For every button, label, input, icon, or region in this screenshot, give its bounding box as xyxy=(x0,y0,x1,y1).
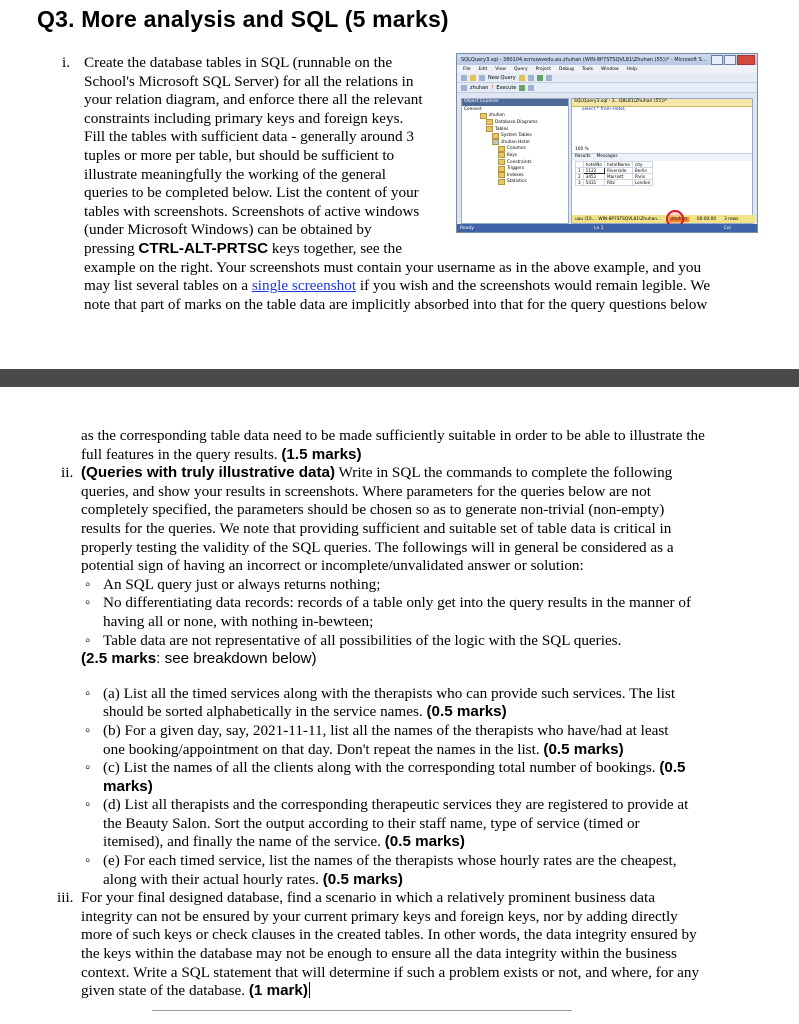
text-line: An SQL query just or always returns nothing; xyxy=(103,575,381,593)
toolbar-icon xyxy=(528,85,534,91)
tree-label: Constraints xyxy=(507,159,532,165)
tree-node xyxy=(462,139,568,146)
text-fragment: along with their actual hourly rates. xyxy=(103,870,323,888)
text-line: (a) List all the timed services along with the therapists who can provide such services. The list xyxy=(103,684,676,702)
cell: Ritz xyxy=(604,180,632,186)
bullet-icon: ◦ xyxy=(85,684,91,702)
row-number: 2 xyxy=(576,174,584,180)
close-icon xyxy=(737,55,755,65)
single-screenshot-link[interactable]: single screenshot xyxy=(251,277,357,295)
list-item xyxy=(81,594,771,631)
list-item xyxy=(81,632,771,651)
example-screenshot xyxy=(456,53,758,233)
results-header-row xyxy=(576,162,653,168)
toolbar-icon xyxy=(461,85,467,91)
query-window xyxy=(571,98,753,224)
tree-label: Triggers xyxy=(507,166,525,172)
menu-item: Help xyxy=(626,66,637,72)
menu-item: File xyxy=(463,66,471,72)
tree-label: Indexes xyxy=(507,172,524,178)
text-line: Fill the tables with sufficient data - generally around 3 xyxy=(84,128,414,146)
query-item-c xyxy=(81,759,771,796)
toolbar-icon xyxy=(519,75,525,81)
ssms-toolbar-2 xyxy=(457,83,757,93)
marks-label: (0.5 xyxy=(659,759,686,777)
text-line: queries, and show your results in screenshots. Where parameters for the queries below are not xyxy=(81,482,651,500)
text-fragment: given state of the database. xyxy=(81,982,249,1000)
bullet-icon: ◦ xyxy=(85,575,91,593)
cell: 3451 xyxy=(583,174,604,180)
text-fragment: : see breakdown below) xyxy=(156,650,317,668)
text-line: more of such keys or check clauses in the created tables. In other words, the data integrity ensured by xyxy=(81,926,697,944)
text-fragment: if you wish and the screenshots would remain legible. We xyxy=(356,277,711,295)
bullet-icon: ◦ xyxy=(85,759,91,777)
maximize-icon xyxy=(724,55,736,65)
folder-icon xyxy=(498,146,505,152)
text-line: having all or none, with nothing in-bewteen; xyxy=(103,612,374,630)
connect-label: Connect xyxy=(464,106,482,112)
debug-icon xyxy=(519,85,525,91)
tree-node xyxy=(462,119,568,126)
marks-label: (0.5 marks) xyxy=(543,740,624,758)
results-tab: Results xyxy=(575,154,591,159)
db-selector: zhuhan xyxy=(470,84,489,91)
text-line-marks xyxy=(81,650,771,669)
text-line: completely specified, the parameters should be chosen so as to generate non-trivial (non-empty) xyxy=(81,501,665,519)
results-row xyxy=(576,180,653,186)
tree-node xyxy=(462,165,568,172)
document-page-bottom xyxy=(0,387,799,1024)
text-line-marks xyxy=(103,759,771,778)
cell: 1122 xyxy=(583,168,604,174)
object-explorer-panel xyxy=(461,98,569,224)
status-line: Ln 1 xyxy=(593,225,604,231)
text-line: results for the queries. We note that providing sufficient and suitable set of table data is critical in xyxy=(81,519,672,537)
ssms-status-bar xyxy=(457,224,758,232)
save-icon xyxy=(479,75,485,81)
text-line-marks xyxy=(103,703,771,722)
menu-item: Tools xyxy=(581,66,593,72)
text-line-marks xyxy=(103,833,771,852)
text-line: (e) For each timed service, list the names of the therapists whose hourly rates are the cheapest, xyxy=(103,852,677,870)
text-line: example on the right. Your screenshots must contain your username as in the above example, and you xyxy=(84,258,702,276)
tree-node xyxy=(462,126,568,133)
column-header: city xyxy=(632,162,652,168)
text-fragment: (c) List the names of all the clients along with the corresponding total number of bookings. xyxy=(103,759,660,777)
text-fragment: should be sorted alphabetically in the service names. xyxy=(103,703,427,721)
bullet-icon: ◦ xyxy=(85,594,91,612)
menu-item: Window xyxy=(600,66,619,72)
tree-label: System Tables xyxy=(501,133,532,139)
text-line: (b) For a given day, say, 2021-11-11, list all the names of the therapists who have/had at least xyxy=(103,721,669,739)
ssms-toolbar-1 xyxy=(457,73,757,83)
text-fragment: itemised), and finally the name of the service. xyxy=(103,833,385,851)
part-ii-title: (Queries with truly illustrative data) xyxy=(81,464,336,482)
results-row xyxy=(576,174,653,180)
text-line: integrity can not be ensured by your current primary keys and foreign keys, nor by adding directly xyxy=(81,907,678,925)
text-fragment: Write in SQL the commands to complete the following xyxy=(335,464,673,482)
text-line: constraints including primary keys and foreign keys. xyxy=(84,109,404,127)
folder-icon xyxy=(492,133,499,139)
text-line: as the corresponding table data need to be made sufficiently suitable in order to be able to illustrate the xyxy=(81,427,705,444)
column-header: hotelName xyxy=(604,162,632,168)
text-line: For your final designed database, find a scenario in which a relatively prominent business data xyxy=(81,889,656,907)
tree-label: Database Diagrams xyxy=(495,119,538,125)
bullet-icon: ◦ xyxy=(85,631,91,649)
tree-label: zhuhan.Hotel xyxy=(501,139,530,145)
tree-node xyxy=(462,152,568,159)
folder-icon xyxy=(498,152,505,158)
menu-item: Debug xyxy=(559,66,574,72)
new-query-label: New Query xyxy=(488,74,516,81)
text-line: the Beauty Salon. Sort the output according to their staff name, type of service (timed or xyxy=(103,814,640,832)
server-info: uau (10.... WIN-8P7STSQVL81\Zhuhan... xyxy=(575,216,662,222)
text-fragment: pressing xyxy=(84,239,139,257)
query-tab: SQLQuery3.sql - 3...Q8L81\Zhuhan (55))* xyxy=(572,99,752,107)
tree-node xyxy=(462,159,568,166)
marks-label: (0.5 marks) xyxy=(426,703,507,721)
text-line: the keys within the database may not be enough to ensure all the data integrity within the business xyxy=(81,945,677,963)
document-page-top xyxy=(0,0,799,369)
folder-icon xyxy=(498,179,505,185)
text-line: your relation diagram, and enforce there all the relevant xyxy=(84,91,423,109)
marks-label: (0.5 marks) xyxy=(384,833,465,851)
database-icon xyxy=(480,113,487,119)
query-item-a xyxy=(81,685,771,722)
marks-label: marks) xyxy=(103,777,153,795)
results-row xyxy=(576,168,653,174)
folder-icon xyxy=(498,172,505,178)
text-line xyxy=(81,464,771,483)
results-tabs xyxy=(572,153,752,161)
column-header: hotelNo xyxy=(583,162,604,168)
messages-tab: Messages xyxy=(596,154,618,159)
text-fragment: one booking/appointment on that day. Don't repeat the names in the list. xyxy=(103,740,544,758)
cell: Paris xyxy=(632,174,652,180)
text-line-marks xyxy=(103,871,771,890)
text-line: School's Microsoft SQL Server) for all the relations in xyxy=(84,72,414,90)
status-col: Col xyxy=(723,225,731,231)
row-count: 3 rows xyxy=(724,216,739,222)
toolbar-icon xyxy=(537,75,543,81)
query-item-d xyxy=(81,796,771,852)
text-line: properly testing the validity of the SQL queries. The followings will in general be considered as a xyxy=(81,538,674,556)
cell: Berlin xyxy=(632,168,652,174)
zoom-level: 100 % xyxy=(575,147,589,152)
cell: London xyxy=(632,180,652,186)
table-icon xyxy=(492,139,499,145)
part-iii xyxy=(57,889,771,1001)
keys-combo: CTRL-ALT-PRTSC xyxy=(138,239,269,257)
tree-node xyxy=(462,179,568,186)
object-explorer-header: Object Explorer xyxy=(462,99,568,106)
minimize-icon xyxy=(711,55,723,65)
cell: 5431 xyxy=(583,180,604,186)
text-line: No differentiating data records: records of a table only get into the query results in the manner of xyxy=(103,594,692,612)
part-i-numeral: i. xyxy=(62,54,71,71)
tree-node xyxy=(462,146,568,153)
text-line-link xyxy=(62,277,711,296)
part-iii-numeral: iii. xyxy=(57,889,74,907)
text-line: tables with screenshots. Screenshots of active windows xyxy=(84,202,420,220)
tree-label: Statistics xyxy=(507,179,527,185)
open-icon xyxy=(470,75,476,81)
connect-row xyxy=(462,106,568,113)
marks-label: (1.5 marks) xyxy=(281,445,362,463)
folder-icon xyxy=(486,119,493,125)
tree-label: Keys xyxy=(507,152,518,158)
text-line: queries to be completed below. List the content of your xyxy=(84,184,419,202)
text-fragment: full features in the query results. xyxy=(81,445,282,463)
toolbar-icon xyxy=(528,75,534,81)
text-fragment: keys together, see the xyxy=(268,239,402,257)
text-line: Table data are not representative of all possibilities of the logic with the SQL queries. xyxy=(103,631,622,649)
tree-label: zhuhan xyxy=(489,113,505,119)
page-break xyxy=(0,369,799,387)
status-ready: Ready xyxy=(460,225,474,231)
toolbar-icon xyxy=(546,75,552,81)
text-fragment: may list several tables on a xyxy=(84,277,252,295)
text-line-marks xyxy=(103,741,771,760)
folder-icon xyxy=(498,166,505,172)
text-line: context. Write a SQL statement that will determine if such a problem exists or not, and where, for any xyxy=(81,963,700,981)
text-line: note that part of marks on the table data are implicitly absorbed into that for the query questions below xyxy=(84,295,708,313)
ssms-titlebar xyxy=(457,54,757,65)
text-line: tuples or more per table, but should be sufficient to xyxy=(84,146,395,164)
cell: Riverside xyxy=(604,168,632,174)
username-badge: zhuhan xyxy=(671,216,687,222)
bullet-icon: ◦ xyxy=(85,852,91,870)
query-item-e xyxy=(81,852,771,889)
menu-item: Query xyxy=(513,66,528,72)
query-status-bar xyxy=(572,215,755,223)
sql-text: select * from Hotel; xyxy=(582,107,626,112)
part-ii-numeral: ii. xyxy=(61,464,74,482)
question-heading: Q3. More analysis and SQL (5 marks) xyxy=(37,6,449,32)
text-line: Create the database tables in SQL (runnable on the xyxy=(84,54,393,71)
menu-item: Project xyxy=(535,66,552,72)
bullet-icon: ◦ xyxy=(85,796,91,814)
execute-icon: ! xyxy=(491,84,494,91)
question-body xyxy=(57,427,771,1001)
cell: Marriott xyxy=(604,174,632,180)
bullet-icon: ◦ xyxy=(85,721,91,739)
execute-label: Execute xyxy=(496,84,517,91)
toolbar-icon xyxy=(461,75,467,81)
text-line: illustrate meaningfully the working of the general xyxy=(84,165,386,183)
tree-node xyxy=(462,172,568,179)
text-line: potential sign of having an incorrect or incomplete/unvalidated answer or solution: xyxy=(81,557,584,575)
row-number: 3 xyxy=(576,180,584,186)
tree-node xyxy=(462,113,568,120)
marks-label: (0.5 marks) xyxy=(322,870,403,888)
folder-icon xyxy=(498,159,505,165)
results-grid xyxy=(575,161,653,186)
text-line-marks xyxy=(81,982,771,1001)
text-cursor[interactable] xyxy=(309,982,310,998)
part-ii xyxy=(61,464,771,889)
text-line-pressing xyxy=(62,240,448,259)
folder-icon xyxy=(486,126,493,132)
menu-item: Edit xyxy=(478,66,488,72)
ssms-menubar xyxy=(457,65,757,73)
menu-item: View xyxy=(495,66,506,72)
marks-label: (2.5 marks xyxy=(81,650,157,668)
tree-node xyxy=(462,132,568,139)
text-line: (under Microsoft Windows) can be obtained by xyxy=(84,221,372,239)
text-line: (d) List all therapists and the corresponding therapeutic services they are registered to provide at xyxy=(103,796,689,814)
window-title: SQLQuery3.sql - 380104.scmuwvedu.au.zhuhan (WIN-8P7STSQVL81\Zhuhan (55))* - Microsoft S... xyxy=(461,56,707,63)
marks-label: (1 mark) xyxy=(248,982,308,1000)
sql-editor xyxy=(572,107,752,147)
text-line-marks xyxy=(81,446,771,465)
tree-label: Tables xyxy=(495,126,509,132)
footer-rule xyxy=(152,1010,572,1011)
list-item xyxy=(81,576,771,595)
tree-label: Columns xyxy=(507,146,526,152)
query-item-b xyxy=(81,722,771,759)
row-number: 1 xyxy=(576,168,584,174)
elapsed-time: 00:00:00 xyxy=(696,216,717,222)
